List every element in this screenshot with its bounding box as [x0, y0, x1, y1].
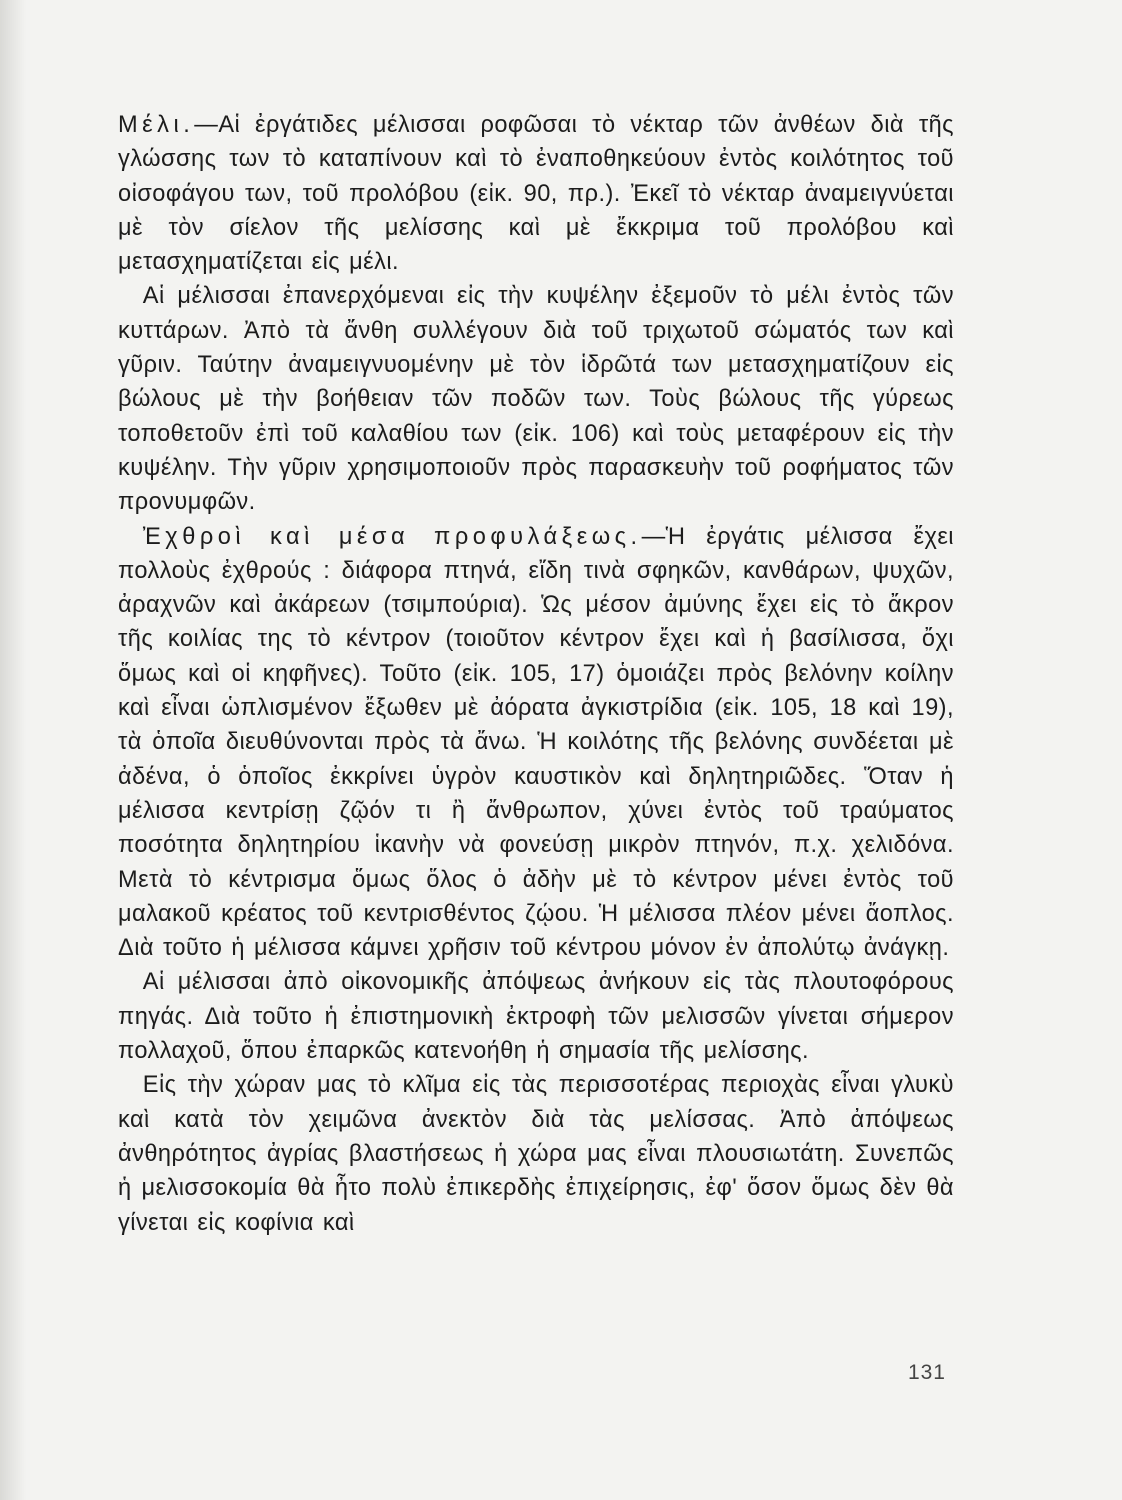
paragraph-pollen: [118, 279, 954, 519]
paragraph-text: Αἱ μέλισσαι ἐπανερχόμεναι εἰς τὴν κυψέλην ἐξεμοῦν τὸ μέλι ἐντὸς τῶν κυττάρων. Ἀπὸ τὰ ἄνθη συλλέγουν διὰ τοῦ τριχωτοῦ σώματός των καὶ γῦριν. Ταύτην ἀναμειγνυομένην μὲ τὸν ἱδρῶτά των μετασχηματίζουν εἰς βώλους μὲ τὴν βοήθειαν τῶν ποδῶν των. Τοὺς βώλους τῆς γύρεως τοποθετοῦν ἐπὶ τοῦ καλαθίου των (εἰκ. 106) καὶ τοὺς μεταφέρουν εἰς τὴν κυψέλην. Τὴν γῦριν χρησιμοποιοῦν πρὸς παρασκευὴν τοῦ ροφήματος τῶν προνυμφῶν.: [118, 283, 954, 516]
body-text: [118, 108, 954, 1240]
paragraph-text: —Ἡ ἐργάτις μέλισσα ἔχει πολλοὺς ἐχθρούς : διάφορα πτηνά, εἴδη τινὰ σφηκῶν, κανθάρων, ψυχῶν, ἀραχνῶν καὶ ἀκάρεων (τσιμπούρια). Ὡς μέσον ἀμύνης ἔχει εἰς τὸ ἄκρον τῆς κοιλίας της τὸ κέντρον (τοιοῦτον κέντρον ἔχει καὶ ἡ βασίλισσα, ὄχι ὅμως καὶ οἱ κηφῆνες). Τοῦτο (εἰκ. 105, 17) ὁμοιάζει πρὸς βελόνην κοίλην καὶ εἶναι ὡπλισμένον ἔξωθεν μὲ ἀόρατα ἀγκιστρίδια (εἰκ. 105, 18 καὶ 19), τὰ ὁποῖα διευθύνονται πρὸς τὰ ἄνω. Ἡ κοιλότης τῆς βελόνης συνδέεται μὲ ἀδένα, ὁ ὁποῖος ἐκκρίνει ὑγρὸν καυστικὸν καὶ δηλητηριῶδες. Ὅταν ἡ μέλισσα κεντρίσῃ ζῷόν τι ἢ ἄνθρωπον, χύνει ἐντὸς τοῦ τραύματος ποσότητα δηλητηρίου ἱκανὴν νὰ φονεύσῃ μικρὸν πτηνόν, π.χ. χελιδόνα. Μετὰ τὸ κέντρισμα ὅμως ὅλος ὁ ἀδὴν μὲ τὸ κέντρον μένει ἐντὸς τοῦ μαλακοῦ κρέατος τοῦ κεντρισθέντος ζῴου. Ἡ μέλισσα πλέον μένει ἄοπλος. Διὰ τοῦτο ἡ μέλισσα κάμνει χρῆσιν τοῦ κέντρου μόνον ἐν ἀπολύτῳ ἀνάγκῃ.: [118, 523, 954, 962]
paragraph-economy: [118, 965, 954, 1068]
paragraph-text: —Αἱ ἐργάτιδες μέλισσαι ροφῶσαι τὸ νέκταρ τῶν ἀνθέων διὰ τῆς γλώσσης των τὸ καταπίνουν καὶ τὸ ἐναποθηκεύουν ἐντὸς κοιλότητος τοῦ οἰσοφάγου των, τοῦ προλόβου (εἰκ. 90, πρ.). Ἐκεῖ τὸ νέκταρ ἀναμειγνύεται μὲ τὸν σίελον τῆς μελίσσης καὶ μὲ ἔκκριμα τοῦ προλόβου καὶ μετασχηματίζεται εἰς μέλι.: [118, 112, 954, 276]
page-number: 131: [907, 1361, 946, 1384]
scan-edge-shadow: [0, 0, 26, 1500]
paragraph-text: Εἰς τὴν χώραν μας τὸ κλῖμα εἰς τὰς περισσοτέρας περιοχὰς εἶναι γλυκὺ καὶ κατὰ τὸν χειμῶνα ἀνεκτὸν διὰ τὰς μελίσσας. Ἀπὸ ἀπόψεως ἀνθηρότητος ἀγρίας βλαστήσεως ἡ χώρα μας εἶναι πλουσιωτάτη. Συνεπῶς ἡ μελισσοκομία θὰ ἦτο πολὺ ἐπικερδὴς ἐπιχείρησις, ἐφ' ὅσον ὅμως δὲν θὰ γίνεται εἰς κοφίνια καὶ: [118, 1072, 954, 1236]
paragraph-text: Αἱ μέλισσαι ἀπὸ οἰκονομικῆς ἀπόψεως ἀνήκουν εἰς τὰς πλουτοφόρους πηγάς. Διὰ τοῦτο ἡ ἐπιστημονικὴ ἐκτροφὴ τῶν μελισσῶν γίνεται σήμερον πολλαχοῦ, ὅπου ἐπαρκῶς κατενοήθη ἡ σημασία τῆς μελίσσης.: [118, 969, 954, 1065]
section-heading-enemies: Ἐχθροὶ καὶ μέσα προφυλάξεως.: [142, 523, 642, 550]
section-heading-honey: Μέλι.: [118, 112, 195, 138]
paragraph-enemies: [118, 520, 954, 966]
paragraph-honey: [118, 108, 954, 279]
paragraph-climate: [118, 1068, 954, 1239]
